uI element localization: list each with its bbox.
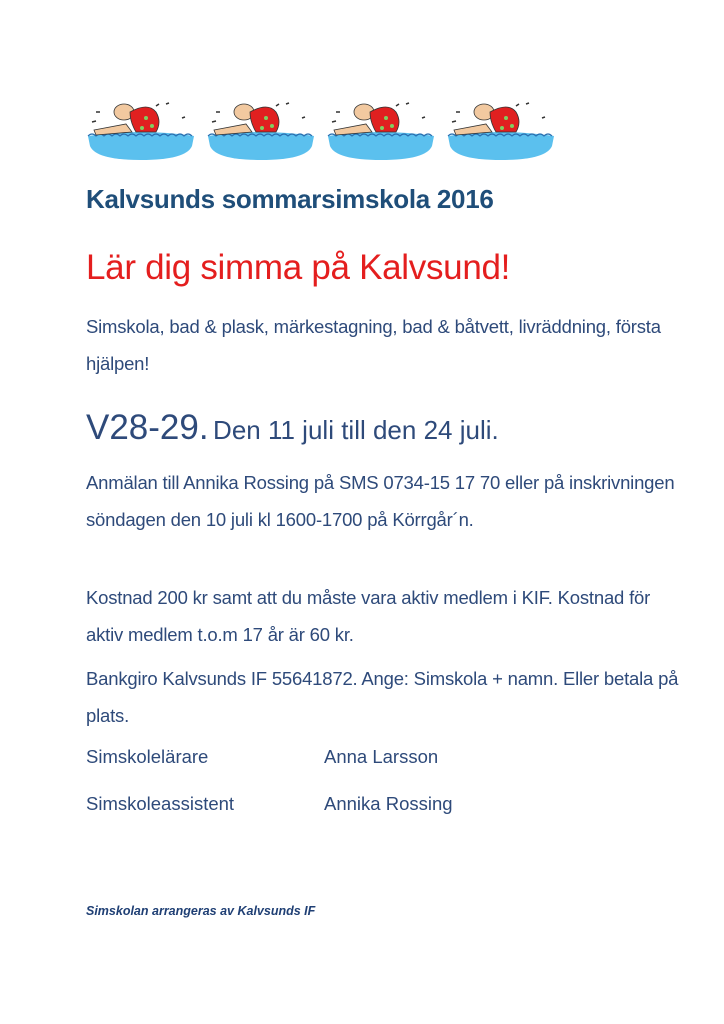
flyer-title: Kalvsunds sommarsimskola 2016: [86, 184, 494, 214]
staff-name: Anna Larsson: [324, 746, 439, 767]
dates: Den 11 juli till den 24 juli.: [213, 415, 499, 445]
payment-text: Bankgiro Kalvsunds IF 55641872. Ange: Simskola + namn. Eller betala på plats.: [86, 668, 679, 726]
swimmer-icon: [326, 98, 436, 162]
staff-name: Annika Rossing: [324, 793, 453, 814]
registration-text: Anmälan till Annika Rossing på SMS 0734-15 17 70 eller på inskrivningen söndagen den 10 juli kl 1600-1700 på Körrgår´n.: [86, 472, 675, 530]
swimmer-icon: [206, 98, 316, 162]
footer-note: Simskolan arrangeras av Kalvsunds IF: [86, 904, 316, 918]
staff-row: [86, 746, 438, 768]
cost-text: Kostnad 200 kr samt att du måste vara aktiv medlem i KIF. Kostnad för aktiv medlem t.o.m 17 år är 60 kr.: [86, 587, 651, 645]
dates-line: [86, 408, 499, 448]
swimmer-images: [86, 98, 556, 162]
headline: Lär dig simma på Kalvsund!: [86, 248, 511, 287]
staff-role: Simskoleassistent: [86, 793, 235, 814]
swimmer-icon: [86, 98, 196, 162]
staff-row: [86, 793, 453, 815]
activities-text: Simskola, bad & plask, märkestagning, bad & båtvett, livräddning, första hjälpen!: [86, 316, 661, 374]
swimmer-icon: [446, 98, 556, 162]
weeks: V28-29.: [86, 408, 209, 447]
staff-role: Simskolelärare: [86, 746, 209, 767]
